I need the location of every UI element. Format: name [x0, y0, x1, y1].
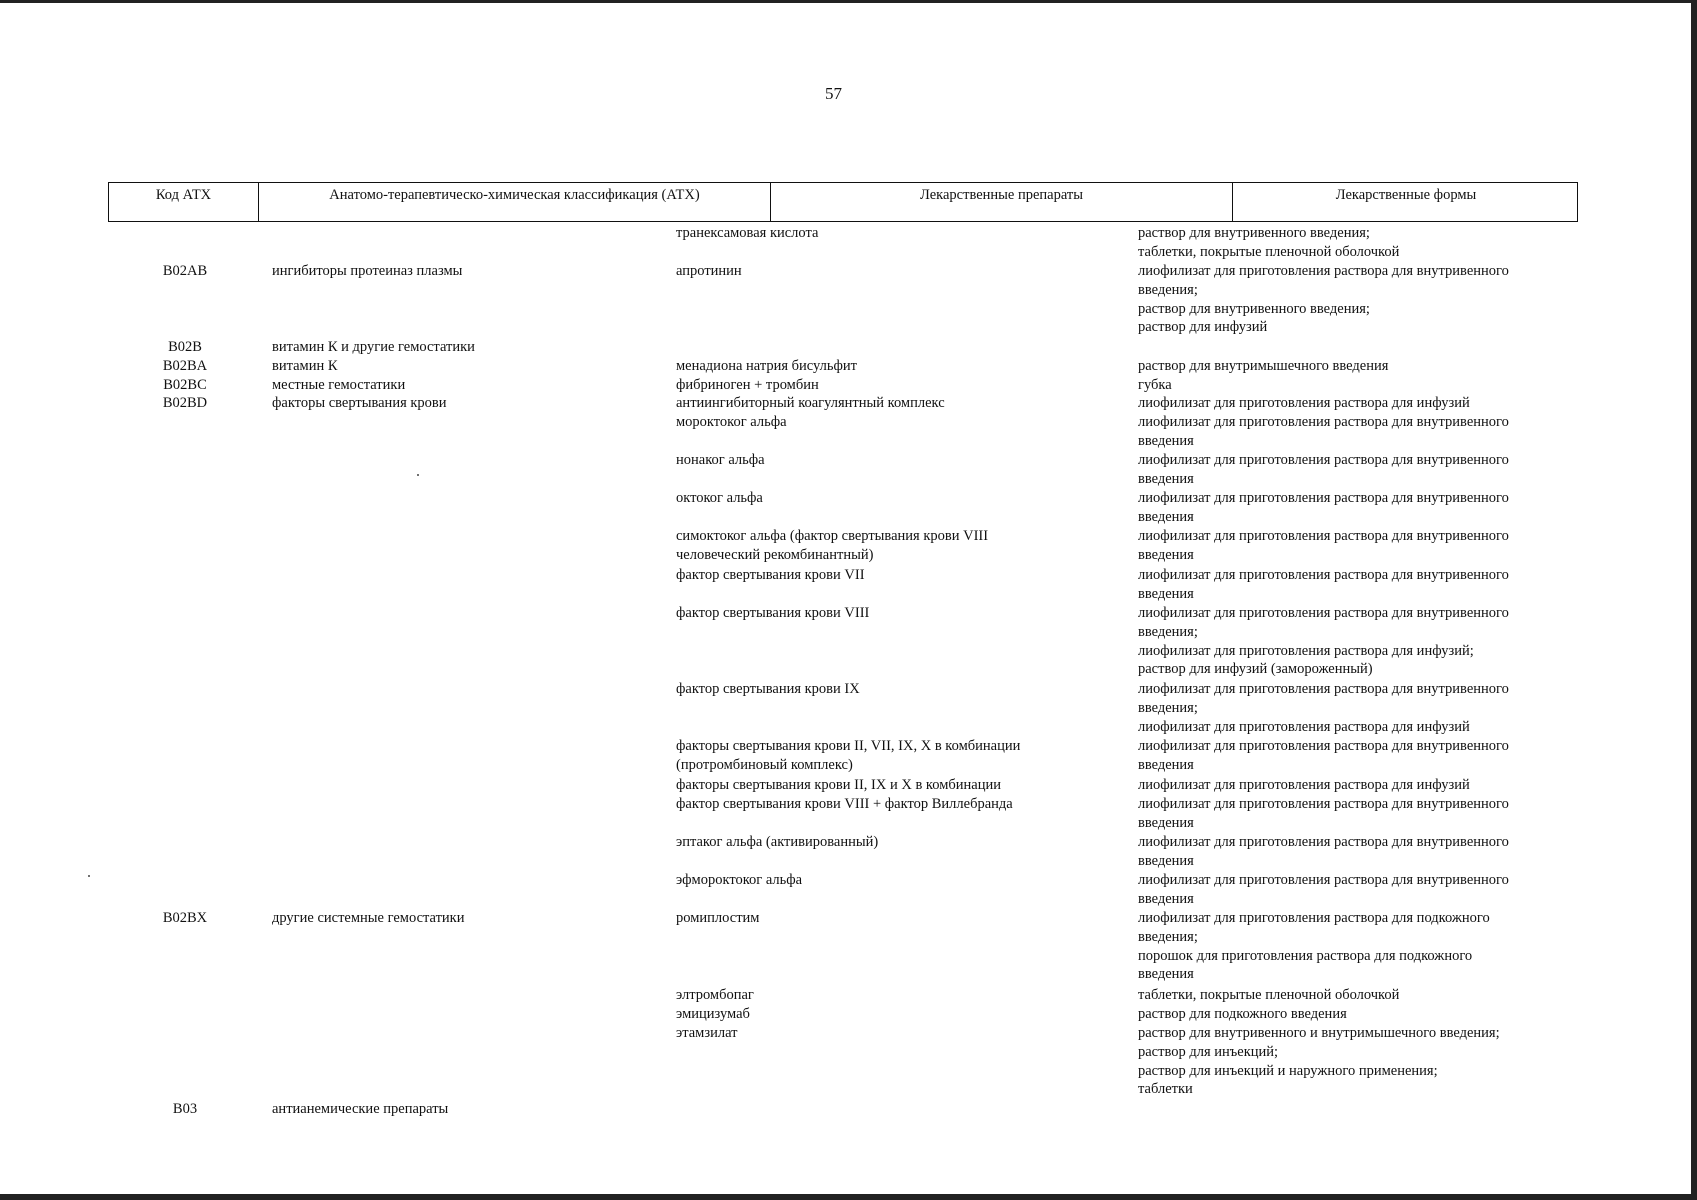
drug-name: симоктоког альфа (фактор свертывания крови VIII: [676, 528, 989, 544]
table-row: [0, 566, 1697, 602]
drug-name: апротинин: [676, 263, 742, 279]
dosage-form: лиофилизат для приготовления раствора для внутривенного: [1138, 567, 1509, 583]
dosage-form: раствор для инъекций;: [1138, 1043, 1279, 1060]
dosage-form: раствор для инъекций и наружного применения;: [1138, 1062, 1438, 1079]
table-row: [0, 833, 1697, 869]
table-row: [0, 1100, 1697, 1117]
dosage-form: лиофилизат для приготовления раствора для внутривенного: [1138, 738, 1509, 754]
table-row: [0, 1024, 1697, 1098]
dosage-form: введения: [1138, 470, 1194, 487]
atc-classification: местные гемостатики: [272, 377, 406, 393]
atc-classification: факторы свертывания крови: [272, 395, 447, 411]
table-row: [0, 338, 1697, 355]
drug-name: эмицизумаб: [676, 1006, 750, 1022]
dosage-form: порошок для приготовления раствора для подкожного: [1138, 947, 1473, 964]
table-row: [0, 680, 1697, 735]
table-row: [0, 489, 1697, 525]
dosage-form: раствор для внутривенного введения;: [1138, 225, 1370, 241]
table-row: [0, 909, 1697, 983]
table-row: [0, 413, 1697, 449]
table-row: [0, 795, 1697, 831]
dosage-form: раствор для внутримышечного введения: [1138, 358, 1389, 374]
atc-classification: витамин К и другие гемостатики: [272, 339, 475, 355]
dosage-form: введения: [1138, 966, 1194, 983]
dosage-form: лиофилизат для приготовления раствора для внутривенного: [1138, 490, 1509, 506]
atc-code: B03: [172, 1101, 198, 1117]
dosage-form: лиофилизат для приготовления раствора для инфузий: [1138, 777, 1470, 793]
atc-classification: витамин К: [272, 358, 338, 374]
table-header: [108, 182, 1578, 222]
drug-name: элтромбопаг: [676, 987, 754, 1003]
table-row: [0, 986, 1697, 1003]
dosage-form: раствор для инфузий: [1138, 319, 1268, 336]
dosage-form: лиофилизат для приготовления раствора для внутривенного: [1138, 834, 1509, 850]
dosage-form: лиофилизат для приготовления раствора для внутривенного: [1138, 681, 1509, 697]
dosage-form: введения: [1138, 852, 1194, 869]
atc-classification: другие системные гемостатики: [272, 910, 465, 926]
table-row: [0, 376, 1697, 393]
dosage-form: таблетки, покрытые пленочной оболочкой: [1138, 987, 1400, 1003]
table-row: [0, 224, 1697, 260]
scan-border-bottom: [0, 1194, 1697, 1200]
dosage-form: раствор для инфузий (замороженный): [1138, 661, 1373, 678]
dosage-form: введения: [1138, 814, 1194, 831]
dosage-form: лиофилизат для приготовления раствора для внутривенного: [1138, 872, 1509, 888]
scan-speck: [88, 875, 90, 877]
drug-name: фактор свертывания крови IX: [676, 681, 860, 697]
drug-name: антиингибиторный коагулянтный комплекс: [676, 395, 945, 411]
header-classification: Анатомо-терапевтическо-химическая классификация (АТХ): [259, 183, 771, 221]
scan-border-right: [1691, 0, 1697, 1200]
atc-classification: ингибиторы протеиназ плазмы: [272, 263, 463, 279]
dosage-form: введения;: [1138, 928, 1198, 945]
drug-name: октоког альфа: [676, 490, 763, 506]
drug-name: факторы свертывания крови II, VII, IX, X в комбинации: [676, 738, 1021, 754]
drug-name: фактор свертывания крови VIII + фактор Виллебранда: [676, 796, 1013, 812]
scan-speck: [417, 474, 419, 476]
dosage-form: таблетки, покрытые пленочной оболочкой: [1138, 243, 1400, 260]
drug-name: ромиплостим: [676, 910, 760, 926]
dosage-form: губка: [1138, 377, 1172, 393]
dosage-form: раствор для внутривенного и внутримышечного введения;: [1138, 1025, 1500, 1041]
dosage-form: лиофилизат для приготовления раствора для внутривенного: [1138, 605, 1509, 621]
table-row: [0, 527, 1697, 563]
scan-border-top: [0, 0, 1697, 3]
atc-code: B02AB: [162, 263, 208, 279]
dosage-form: лиофилизат для приготовления раствора для инфузий: [1138, 395, 1470, 411]
dosage-form: введения;: [1138, 699, 1198, 716]
table-row: [0, 357, 1697, 374]
dosage-form: введения: [1138, 585, 1194, 602]
dosage-form: лиофилизат для приготовления раствора для внутривенного: [1138, 528, 1509, 544]
dosage-form: раствор для подкожного введения: [1138, 1006, 1347, 1022]
dosage-form: лиофилизат для приготовления раствора для внутривенного: [1138, 263, 1509, 279]
drug-name: этамзилат: [676, 1025, 738, 1041]
table-row: [0, 451, 1697, 487]
atc-code: B02BX: [162, 910, 208, 926]
table-row: [0, 262, 1697, 336]
page-number: 57: [825, 84, 842, 103]
dosage-form: введения: [1138, 546, 1194, 563]
dosage-form: лиофилизат для приготовления раствора для внутривенного: [1138, 414, 1509, 430]
dosage-form: раствор для внутривенного введения;: [1138, 300, 1370, 317]
header-drugs: Лекарственные препараты: [771, 183, 1233, 221]
dosage-form: введения;: [1138, 281, 1198, 298]
header-code: Код АТХ: [109, 183, 259, 221]
drug-name: (протромбиновый комплекс): [676, 756, 853, 773]
dosage-form: лиофилизат для приготовления раствора для подкожного: [1138, 910, 1490, 926]
dosage-form: введения: [1138, 756, 1194, 773]
table-row: [0, 394, 1697, 411]
atc-code: B02BC: [163, 377, 207, 393]
drug-name: мороктоког альфа: [676, 414, 787, 430]
atc-code: B02B: [168, 339, 202, 355]
drug-name: фактор свертывания крови VII: [676, 567, 865, 583]
table-row: [0, 871, 1697, 907]
drug-name: фибриноген + тромбин: [676, 377, 819, 393]
drug-name: человеческий рекомбинантный): [676, 546, 874, 563]
dosage-form: введения: [1138, 890, 1194, 907]
header-forms: Лекарственные формы: [1335, 187, 1477, 203]
table-row: [0, 1005, 1697, 1022]
dosage-form: введения: [1138, 508, 1194, 525]
dosage-form: лиофилизат для приготовления раствора для внутривенного: [1138, 452, 1509, 468]
dosage-form: лиофилизат для приготовления раствора для инфузий;: [1138, 642, 1474, 659]
drug-name: фактор свертывания крови VIII: [676, 605, 870, 621]
table-row: [0, 604, 1697, 678]
dosage-form: введения: [1138, 432, 1194, 449]
table-row: [0, 776, 1697, 793]
dosage-form: таблетки: [1138, 1081, 1193, 1098]
drug-name: факторы свертывания крови II, IX и X в комбинации: [676, 777, 1002, 793]
dosage-form: введения;: [1138, 623, 1198, 640]
atc-code: B02BD: [162, 395, 208, 411]
drug-name: менадиона натрия бисульфит: [676, 358, 857, 374]
atc-code: B02BA: [162, 358, 208, 374]
dosage-form: лиофилизат для приготовления раствора для инфузий: [1138, 718, 1470, 735]
drug-name: транексамовая кислота: [676, 225, 819, 241]
table-row: [0, 737, 1697, 773]
drug-name: эптаког альфа (активированный): [676, 834, 879, 850]
dosage-form: лиофилизат для приготовления раствора для внутривенного: [1138, 796, 1509, 812]
atc-classification: антианемические препараты: [272, 1101, 449, 1117]
drug-name: нонаког альфа: [676, 452, 765, 468]
drug-name: эфмороктоког альфа: [676, 872, 803, 888]
